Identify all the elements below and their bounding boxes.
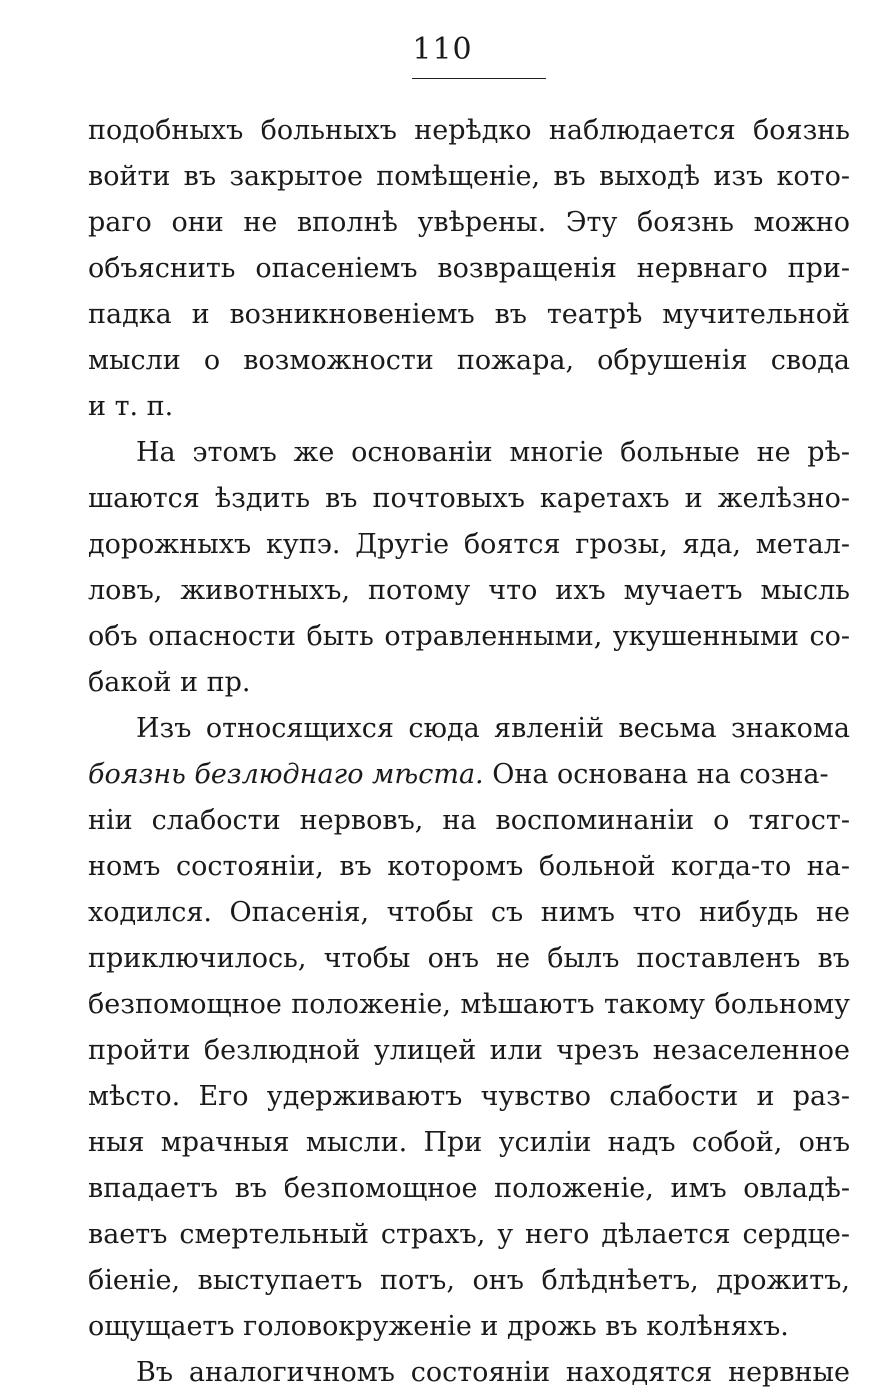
text-line: номъ состояніи, въ которомъ больной когда-то на- — [88, 851, 850, 882]
text-line: безпомощное положеніе, мѣшаютъ такому больному — [88, 989, 850, 1020]
text-line: и т. п. — [88, 391, 174, 422]
header-rule — [412, 78, 546, 79]
text-line: ваетъ смертельный страхъ, у него дѣлается сердце- — [88, 1219, 850, 1250]
body-text — [88, 108, 850, 1396]
text-line — [88, 752, 850, 798]
text-line: пройти безлюдной улицей или чрезъ незаселенное — [88, 1035, 850, 1066]
text-line: войти въ закрытое помѣщеніе, въ выходѣ изъ кото- — [88, 161, 850, 192]
text-line: дорожныхъ купэ. Другіе боятся грозы, яда, метал- — [88, 529, 850, 560]
text-line: шаются ѣздить въ почтовыхъ каретахъ и желѣзно- — [88, 483, 850, 514]
text-line: Въ аналогичномъ состояніи находятся нервные — [136, 1357, 850, 1388]
text-line: подобныхъ больныхъ нерѣдко наблюдается боязнь — [88, 115, 850, 146]
text-line: ощущаетъ головокруженіе и дрожь въ колѣняхъ. — [88, 1311, 789, 1342]
text-line: біеніе, выступаетъ потъ, онъ блѣднѣетъ, дрожитъ, — [88, 1265, 850, 1296]
line-text: Она основана на созна- — [483, 759, 829, 790]
italic-phrase: боязнь безлюднаго мѣста. — [88, 759, 484, 790]
text-line: ходился. Опасенія, чтобы съ нимъ что нибудь не — [88, 897, 850, 928]
text-line: мысли о возможности пожара, обрушенія свода — [88, 345, 850, 376]
text-line: раго они не вполнѣ увѣрены. Эту боязнь можно — [88, 207, 850, 238]
text-line: ныя мрачныя мысли. При усиліи надъ собой, онъ — [88, 1127, 850, 1158]
text-line: объ опасности быть отравленными, укушенными со- — [88, 621, 850, 652]
text-line: ловъ, животныхъ, потому что ихъ мучаетъ мысль — [88, 575, 850, 606]
text-line: падка и возникновеніемъ въ театрѣ мучительной — [88, 299, 850, 330]
text-line: ніи слабости нервовъ, на воспоминаніи о тягост- — [88, 805, 850, 836]
text-line: На этомъ же основаніи многіе больные не рѣ- — [136, 437, 850, 468]
text-line: приключилось, чтобы онъ не былъ поставленъ въ — [88, 943, 850, 974]
text-line: Изъ относящихся сюда явленій весьма знакома — [136, 713, 850, 744]
text-line: мѣсто. Его удерживаютъ чувство слабости и раз- — [88, 1081, 850, 1112]
text-line: впадаетъ въ безпомощное положеніе, имъ овладѣ- — [88, 1173, 850, 1204]
text-line: бакой и пр. — [88, 667, 251, 698]
page-number: 110 — [412, 32, 473, 67]
text-line: объяснить опасеніемъ возвращенія нервнаго при- — [88, 253, 850, 284]
